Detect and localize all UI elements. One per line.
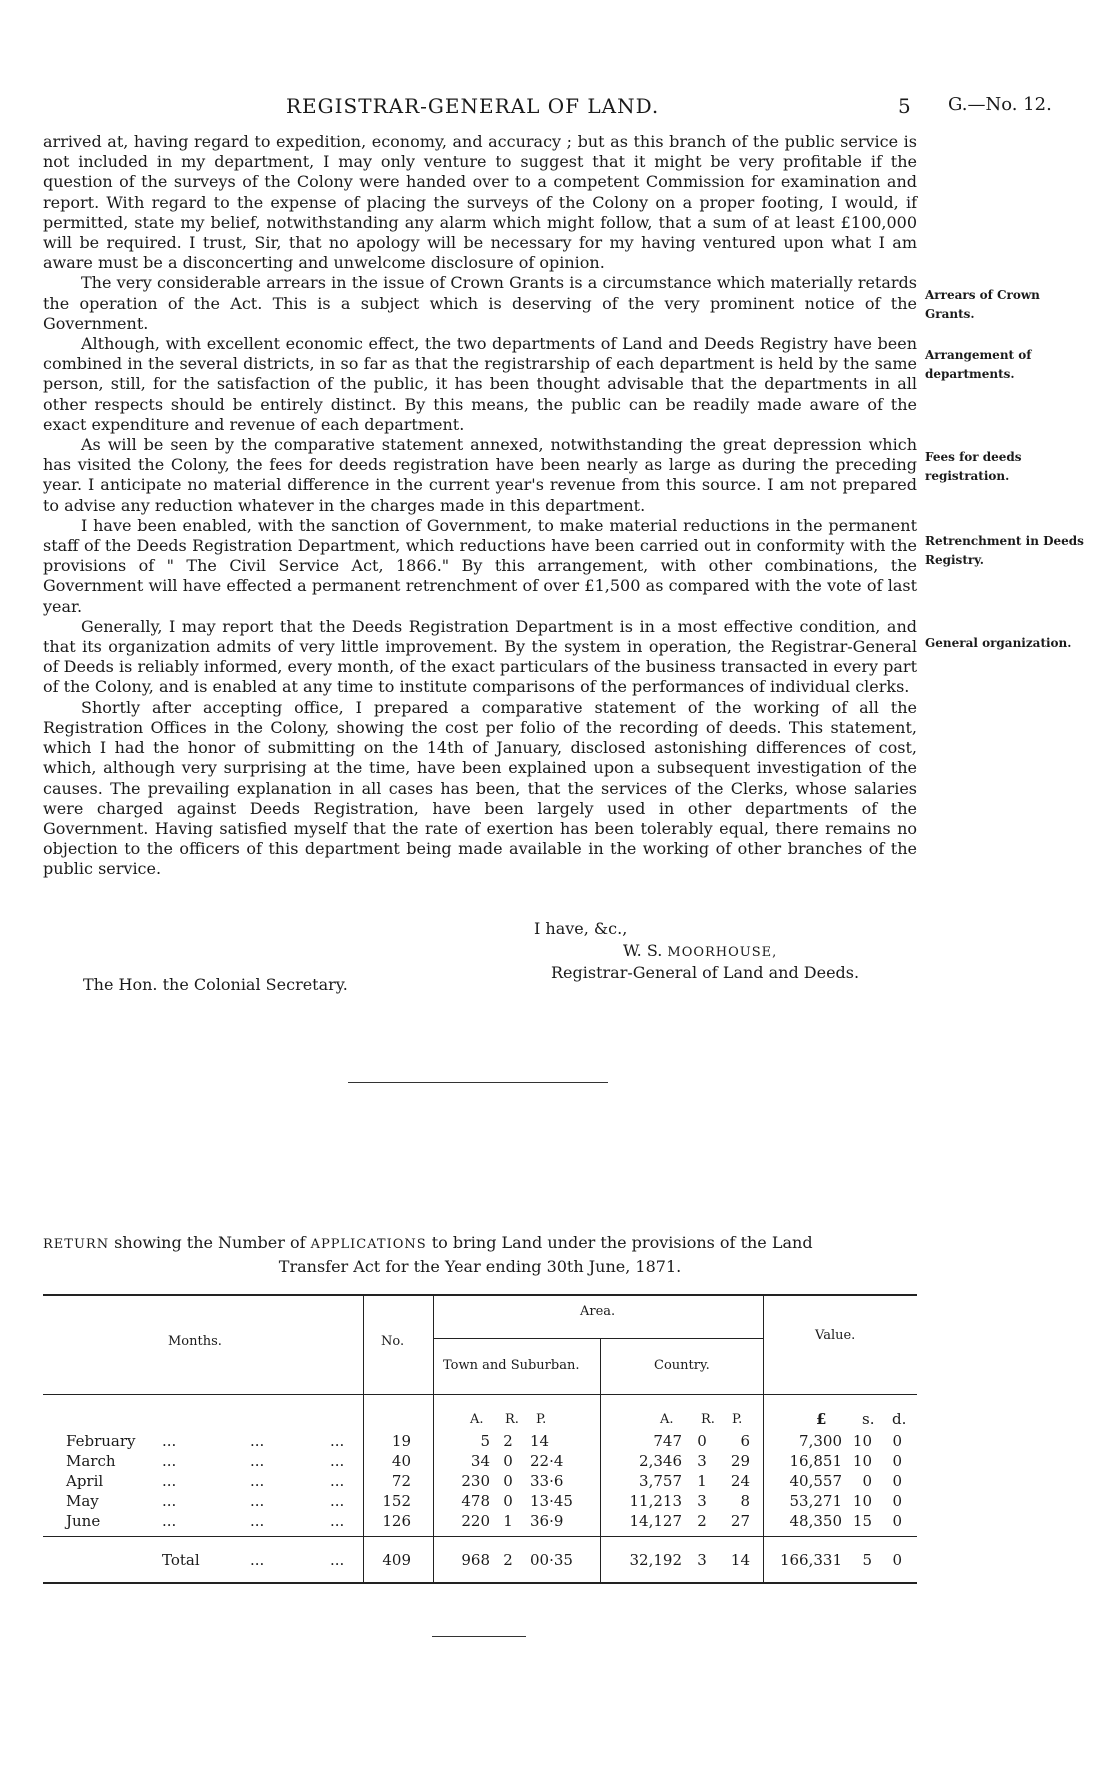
margin-note: Retrenchment in Deeds Registry.: [925, 534, 1084, 567]
area-divider-line: [433, 1338, 763, 1339]
paragraph: The very considerable arrears in the issue of Crown Grants is a circumstance which materially retards the operation of the Act. This is a subject which is deserving of the very prominent notice of the Government.: [43, 273, 917, 333]
cell-month: June: [66, 1512, 101, 1530]
cell-country-roods: 3: [697, 1452, 707, 1470]
unit-acres: A.: [660, 1412, 674, 1427]
caption-word-return: RETURN: [43, 1237, 110, 1252]
cell-month: February: [66, 1432, 136, 1450]
leader-dots: ...: [162, 1432, 177, 1450]
total-country-roods: 3: [697, 1551, 707, 1569]
cell-value-pence: 0: [892, 1452, 902, 1470]
page-header: [0, 94, 1114, 120]
cell-no: 19: [391, 1432, 411, 1450]
unit-roods: R.: [505, 1412, 519, 1427]
header-area: Area.: [580, 1304, 616, 1319]
cell-value-pence: 0: [892, 1512, 902, 1530]
cell-month: April: [66, 1472, 104, 1490]
leader-dots: ...: [250, 1472, 265, 1490]
cell-country-acres: 11,213: [629, 1492, 682, 1510]
salutation: I have, &c.,: [534, 919, 628, 938]
column-divider: [600, 1338, 601, 1582]
cell-value-shillings: 10: [852, 1492, 872, 1510]
total-value-shillings: 5: [862, 1551, 872, 1569]
leader-dots: ...: [330, 1551, 345, 1569]
total-country-perches: 14: [730, 1551, 750, 1569]
cell-value-pence: 0: [892, 1472, 902, 1490]
unit-perches: P.: [536, 1412, 547, 1427]
leader-dots: ...: [250, 1452, 265, 1470]
total-country-acres: 32,192: [629, 1551, 682, 1569]
header-bottom-line: [43, 1394, 917, 1395]
cell-town-perches: 33·6: [530, 1472, 564, 1490]
unit-shillings: s.: [862, 1410, 875, 1428]
cell-country-perches: 6: [740, 1432, 750, 1450]
cell-town-acres: 220: [461, 1512, 490, 1530]
column-divider: [763, 1294, 764, 1582]
signatory-title: Registrar-General of Land and Deeds.: [551, 963, 860, 982]
cell-country-perches: 24: [730, 1472, 750, 1490]
header-months: Months.: [168, 1334, 222, 1349]
cell-country-acres: 3,757: [639, 1472, 682, 1490]
cell-value-pounds: 7,300: [799, 1432, 842, 1450]
total-label: Total: [162, 1551, 200, 1569]
column-divider: [363, 1294, 364, 1582]
cell-value-shillings: 15: [852, 1512, 872, 1530]
leader-dots: ...: [250, 1551, 265, 1569]
total-town-roods: 2: [503, 1551, 513, 1569]
cell-no: 72: [391, 1472, 411, 1490]
signatory-name: [623, 940, 777, 964]
cell-country-perches: 29: [730, 1452, 750, 1470]
leader-dots: ...: [250, 1512, 265, 1530]
leader-dots: ...: [162, 1452, 177, 1470]
leader-dots: ...: [330, 1472, 345, 1490]
margin-note: Arrangement of departments.: [925, 348, 1032, 381]
cell-country-roods: 3: [697, 1492, 707, 1510]
signatory-initials: W. S.: [623, 941, 663, 960]
cell-country-acres: 747: [653, 1432, 682, 1450]
unit-perches: P.: [732, 1412, 743, 1427]
caption-phrase-2: to bring Land under the provisions of the Land: [431, 1233, 813, 1252]
cell-country-acres: 14,127: [629, 1512, 682, 1530]
report-body: [43, 132, 917, 880]
total-separator-line: [43, 1536, 917, 1537]
leader-dots: ...: [250, 1492, 265, 1510]
cell-town-roods: 0: [503, 1452, 513, 1470]
cell-value-pounds: 40,557: [789, 1472, 842, 1490]
cell-town-acres: 478: [461, 1492, 490, 1510]
cell-no: 126: [382, 1512, 411, 1530]
page-title: REGISTRAR-GENERAL OF LAND.: [286, 94, 660, 118]
header-town: Town and Suburban.: [443, 1358, 580, 1373]
margin-note: General organization.: [925, 636, 1072, 650]
cell-value-pence: 0: [892, 1492, 902, 1510]
leader-dots: ...: [330, 1452, 345, 1470]
total-value-pence: 0: [892, 1551, 902, 1569]
cell-town-acres: 34: [470, 1452, 490, 1470]
paragraph: As will be seen by the comparative statement annexed, notwithstanding the great depression which has visited the Colony, the fees for deeds registration have been nearly as large as during the preceding year. I anticipate no material difference in the current year's revenue from this source. I am not prepared to advise any reduction whatever in the charges made in this department.: [43, 435, 917, 515]
cell-value-shillings: 10: [852, 1432, 872, 1450]
cell-month: March: [66, 1452, 116, 1470]
cell-value-pounds: 16,851: [789, 1452, 842, 1470]
paragraph: arrived at, having regard to expedition, economy, and accuracy ; but as this branch of the public service is not included in my department, I may only venture to suggest that it might be very profitable if the question of the surveys of the Colony were handed over to a competent Commission for examination and report. With regard to the expense of placing the surveys of the Colony on a proper footing, I would, if permitted, state my belief, notwithstanding any alarm which might follow, that a sum of at least £100,000 will be required. I trust, Sir, that no apology will be necessary for my having ventured upon what I am aware must be a disconcerting and unwelcome disclosure of opinion.: [43, 132, 917, 273]
header-no: No.: [381, 1334, 405, 1349]
closing-block: [43, 918, 917, 1028]
return-caption: [43, 1232, 917, 1278]
unit-acres: A.: [470, 1412, 484, 1427]
leader-dots: ...: [162, 1492, 177, 1510]
cell-no: 40: [391, 1452, 411, 1470]
cell-country-roods: 2: [697, 1512, 707, 1530]
caption-line-2: Transfer Act for the Year ending 30th June, 1871.: [278, 1257, 682, 1276]
cell-month: May: [66, 1492, 99, 1510]
paragraph: Although, with excellent economic effect, the two departments of Land and Deeds Registry have been combined in the several districts, in so far as that the registrarship of each department is held by the same person, still, for the satisfaction of the public, it has been thought advisable that the departments in all other respects should be entirely distinct. By this means, the public can be readily made aware of the exact expenditure and revenue of each department.: [43, 334, 917, 434]
cell-country-roods: 0: [697, 1432, 707, 1450]
section-divider: [348, 1082, 608, 1083]
unit-roods: R.: [701, 1412, 715, 1427]
leader-dots: ...: [250, 1432, 265, 1450]
unit-pounds: £: [816, 1410, 827, 1428]
leader-dots: ...: [330, 1512, 345, 1530]
total-town-acres: 968: [461, 1551, 490, 1569]
cell-no: 152: [382, 1492, 411, 1510]
cell-town-perches: 22·4: [530, 1452, 564, 1470]
cell-value-shillings: 0: [862, 1472, 872, 1490]
end-divider: [432, 1636, 526, 1637]
caption-phrase-1: showing the Number of: [114, 1233, 306, 1252]
cell-value-pounds: 48,350: [789, 1512, 842, 1530]
cell-town-roods: 0: [503, 1492, 513, 1510]
leader-dots: ...: [162, 1472, 177, 1490]
column-divider: [433, 1294, 434, 1582]
cell-town-perches: 14: [530, 1432, 550, 1450]
leader-dots: ...: [162, 1512, 177, 1530]
cell-country-perches: 8: [740, 1492, 750, 1510]
leader-dots: ...: [330, 1432, 345, 1450]
cell-town-perches: 36·9: [530, 1512, 564, 1530]
cell-value-shillings: 10: [852, 1452, 872, 1470]
addressee: The Hon. the Colonial Secretary.: [83, 975, 348, 994]
cell-value-pounds: 53,271: [789, 1492, 842, 1510]
cell-country-acres: 2,346: [639, 1452, 682, 1470]
margin-note: Fees for deeds registration.: [925, 450, 1022, 483]
signatory-surname: MOORHOUSE,: [667, 945, 778, 960]
margin-note: Arrears of Crown Grants.: [925, 288, 1040, 321]
header-country: Country.: [654, 1358, 710, 1373]
table-top-border: [43, 1294, 917, 1296]
cell-town-acres: 5: [480, 1432, 490, 1450]
cell-town-roods: 2: [503, 1432, 513, 1450]
cell-town-perches: 13·45: [530, 1492, 573, 1510]
cell-country-roods: 1: [697, 1472, 707, 1490]
cell-value-pence: 0: [892, 1432, 902, 1450]
cell-town-acres: 230: [461, 1472, 490, 1490]
cell-country-perches: 27: [730, 1512, 750, 1530]
total-value-pounds: 166,331: [779, 1551, 842, 1569]
header-value: Value.: [815, 1328, 856, 1343]
paragraph: Generally, I may report that the Deeds Registration Department is in a most effective condition, and that its organization admits of very little improvement. By the system in operation, the Registrar-General of Deeds is reliably informed, every month, of the exact particulars of the business transacted in every part of the Colony, and is enabled at any time to institute comparisons of the performances of individual clerks.: [43, 616, 917, 697]
total-no: 409: [382, 1551, 411, 1569]
paragraph: I have been enabled, with the sanction of Government, to make material reductions in the permanent staff of the Deeds Registration Department, which reductions have been carried out in conformity with the provisions of " The Civil Service Act, 1866." By this arrangement, with other combinations, the Government will have effected a permanent retrenchment of over £1,500 as compared with the vote of last year.: [43, 515, 917, 616]
paragraph: Shortly after accepting office, I prepared a comparative statement of the working of all the Registration Offices in the Colony, showing the cost per folio of the recording of deeds. This statement, which I had the honor of submitting on the 14th of January, disclosed astonishing differences of cost, which, although very surprising at the time, have been explained upon a subsequent investigation of the causes. The prevailing explanation in all cases has been, that the services of the Clerks, whose salaries were charged against Deeds Registration, have been largely used in other departments of the Government. Having satisfied myself that the rate of exertion has been tolerably equal, there remains no objection to the officers of this department being made available in the working of other branches of the public service.: [43, 697, 917, 879]
document-reference: G.—No. 12.: [948, 94, 1052, 115]
unit-pence: d.: [892, 1410, 907, 1428]
cell-town-roods: 1: [503, 1512, 513, 1530]
total-town-perches: 00·35: [530, 1551, 573, 1569]
page-number: 5: [898, 94, 911, 118]
caption-word-applications: APPLICATIONS: [310, 1237, 427, 1252]
cell-town-roods: 0: [503, 1472, 513, 1490]
leader-dots: ...: [330, 1492, 345, 1510]
table-bottom-border: [43, 1582, 917, 1584]
